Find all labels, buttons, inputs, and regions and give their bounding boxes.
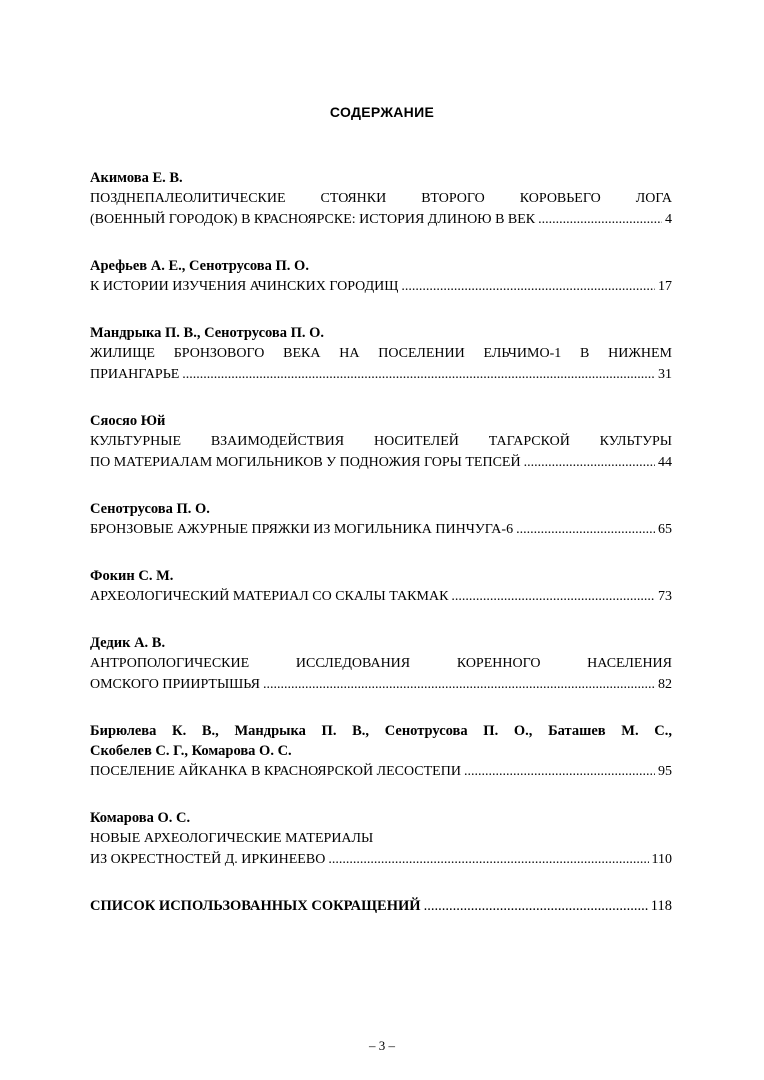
dot-leader bbox=[401, 276, 655, 297]
entry-authors: Комарова О. С. bbox=[90, 810, 191, 826]
entry-title-text: БРОНЗОВЫЕ АЖУРНЫЕ ПРЯЖКИ ИЗ МОГИЛЬНИКА ПИНЧУГА-6 bbox=[90, 522, 514, 537]
toc-entry bbox=[90, 808, 672, 870]
entry-authors: Арефьев А. Е., Сенотрусова П. О. bbox=[90, 258, 309, 274]
toc-entry bbox=[90, 633, 672, 695]
entry-title-text: ИЗ ОКРЕСТНОСТЕЙ Д. ИРКИНЕЕВО bbox=[90, 852, 326, 867]
entry-authors-line: Бирюлева К. В., Мандрыка П. В., Сенотрусова П. О., Баташев М. С., bbox=[90, 723, 672, 739]
dot-leader bbox=[182, 364, 655, 385]
entry-title-last-line[interactable] bbox=[90, 364, 672, 385]
entry-title-line: КУЛЬТУРНЫЕ ВЗАИМОДЕЙСТВИЯ НОСИТЕЛЕЙ ТАГАРСКОЙ КУЛЬТУРЫ bbox=[90, 434, 672, 449]
entry-title-last-line[interactable] bbox=[90, 586, 672, 607]
entry-title-text: ОМСКОГО ПРИИРТЫШЬЯ bbox=[90, 677, 260, 692]
toc-entry bbox=[90, 168, 672, 230]
entry-authors: Дедик А. В. bbox=[90, 635, 166, 651]
toc-entry bbox=[90, 411, 672, 473]
dot-leader bbox=[464, 761, 655, 782]
dot-leader bbox=[538, 209, 662, 230]
toc-entry bbox=[90, 566, 672, 607]
toc-entry bbox=[90, 721, 672, 782]
dot-leader bbox=[424, 896, 648, 917]
entry-page-number: 73 bbox=[658, 589, 672, 604]
entry-title-last-line[interactable] bbox=[90, 674, 672, 695]
entry-authors: Фокин С. М. bbox=[90, 568, 174, 584]
entry-page-number: 44 bbox=[658, 455, 672, 470]
entry-title-last-line[interactable] bbox=[90, 276, 672, 297]
entry-title-last-line[interactable] bbox=[90, 849, 672, 870]
page-number: – 3 – bbox=[369, 1038, 395, 1053]
toc-entry bbox=[90, 323, 672, 385]
dot-leader bbox=[263, 674, 655, 695]
toc-heading: СОДЕРЖАНИЕ bbox=[329, 104, 435, 120]
entry-title-last-line[interactable] bbox=[90, 209, 672, 230]
entry-page-number: 31 bbox=[658, 367, 672, 382]
abbreviations-page-number: 118 bbox=[650, 898, 672, 914]
entry-authors: Сенотрусова П. О. bbox=[90, 501, 210, 517]
entry-title-line: НОВЫЕ АРХЕОЛОГИЧЕСКИЕ МАТЕРИАЛЫ bbox=[90, 831, 374, 846]
entry-title-last-line[interactable] bbox=[90, 452, 672, 473]
entry-page-number: 82 bbox=[658, 677, 672, 692]
abbreviations-line[interactable] bbox=[90, 896, 672, 917]
entry-title-text: АРХЕОЛОГИЧЕСКИЙ МАТЕРИАЛ СО СКАЛЫ ТАКМАК bbox=[90, 589, 449, 604]
toc-entry bbox=[90, 256, 672, 297]
entry-page-number: 95 bbox=[658, 764, 672, 779]
entry-title-text: ПОСЕЛЕНИЕ АЙКАНКА В КРАСНОЯРСКОЙ ЛЕСОСТЕПИ bbox=[90, 764, 461, 779]
entry-page-number: 4 bbox=[665, 212, 672, 227]
entry-title-line: АНТРОПОЛОГИЧЕСКИЕ ИССЛЕДОВАНИЯ КОРЕННОГО НАСЕЛЕНИЯ bbox=[90, 656, 672, 671]
dot-leader bbox=[516, 519, 655, 540]
toc-entry-abbreviations bbox=[90, 896, 672, 917]
abbreviations-label: СПИСОК ИСПОЛЬЗОВАННЫХ СОКРАЩЕНИЙ bbox=[90, 898, 421, 914]
entry-title-line: ЖИЛИЩЕ БРОНЗОВОГО ВЕКА НА ПОСЕЛЕНИИ ЕЛЬЧИМО-1 В НИЖНЕМ bbox=[90, 346, 672, 361]
toc-entry bbox=[90, 499, 672, 540]
entry-title-last-line[interactable] bbox=[90, 761, 672, 782]
entry-page-number: 110 bbox=[651, 852, 672, 867]
entry-authors: Мандрыка П. В., Сенотрусова П. О. bbox=[90, 325, 325, 341]
table-of-contents bbox=[90, 168, 672, 943]
entry-title-text: К ИСТОРИИ ИЗУЧЕНИЯ АЧИНСКИХ ГОРОДИЩ bbox=[90, 279, 399, 294]
dot-leader bbox=[451, 586, 655, 607]
entry-page-number: 17 bbox=[658, 279, 672, 294]
entry-title-last-line[interactable] bbox=[90, 519, 672, 540]
entry-title-text: ПО МАТЕРИАЛАМ МОГИЛЬНИКОВ У ПОДНОЖИЯ ГОРЫ ТЕПСЕЙ bbox=[90, 455, 521, 470]
entry-title-text: (ВОЕННЫЙ ГОРОДОК) В КРАСНОЯРСКЕ: ИСТОРИЯ ДЛИНОЮ В ВЕК bbox=[90, 212, 536, 227]
dot-leader bbox=[524, 452, 655, 473]
entry-authors: Акимова Е. В. bbox=[90, 170, 183, 186]
entry-title-line: ПОЗДНЕПАЛЕОЛИТИЧЕСКИЕ СТОЯНКИ ВТОРОГО КОРОВЬЕГО ЛОГА bbox=[90, 191, 672, 206]
entry-page-number: 65 bbox=[658, 522, 672, 537]
entry-title-text: ПРИАНГАРЬЕ bbox=[90, 367, 180, 382]
dot-leader bbox=[328, 849, 648, 870]
entry-authors: Сяосяо Юй bbox=[90, 413, 166, 429]
entry-authors-line: Скобелев С. Г., Комарова О. С. bbox=[90, 743, 292, 759]
